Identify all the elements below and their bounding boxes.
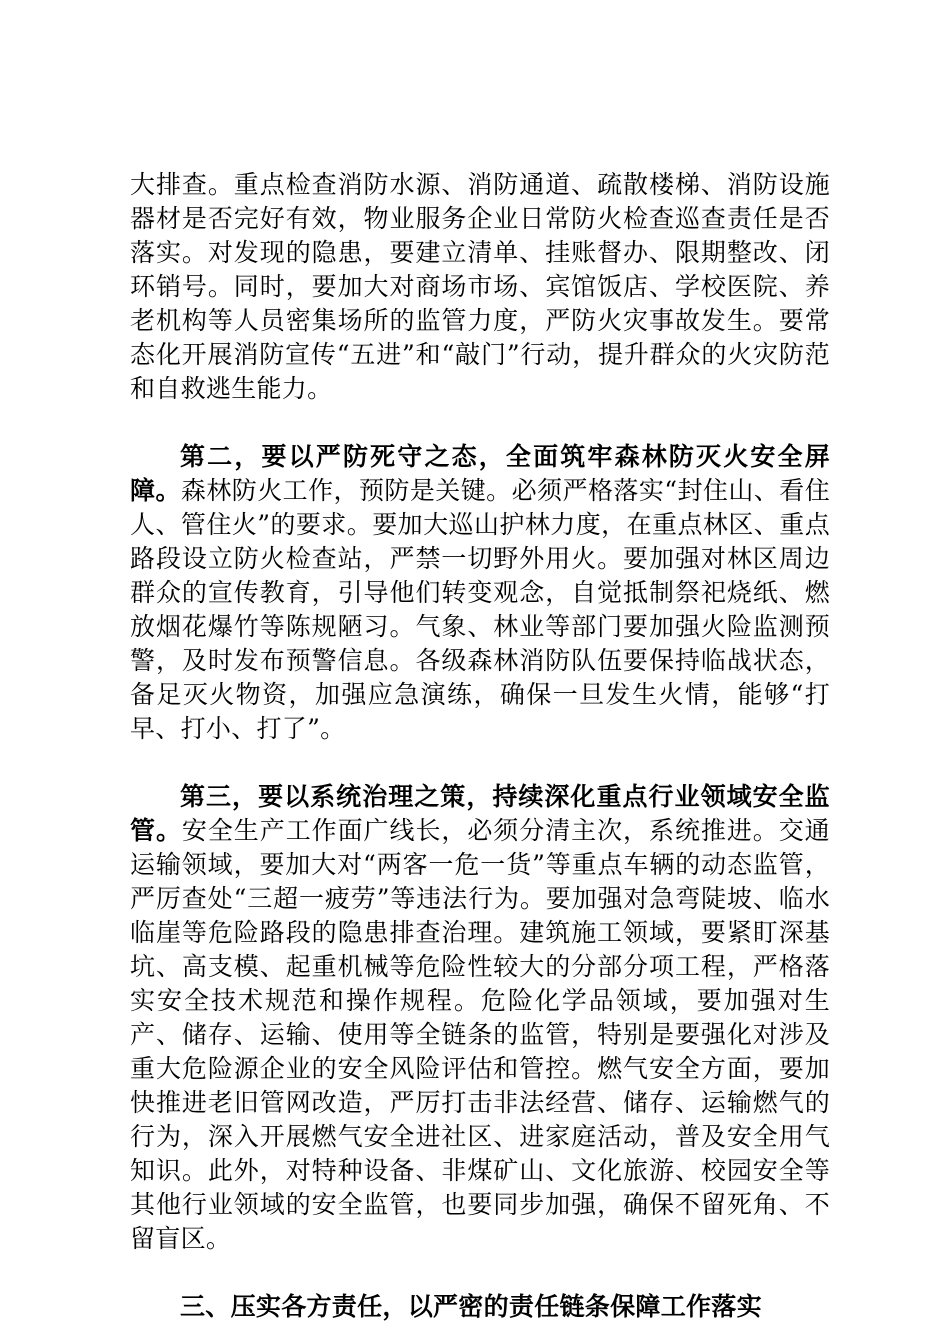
paragraph-lead-sentence: 第三，要以系统治理之策，持续深化重点行业领域安全监管。	[130, 782, 830, 845]
paragraph-text: 安全生产工作面广线长，必须分清主次，系统推进。交通运输领域，要加大对“两客一危一货”等重点车辆的动态监管，严厉查处“三超一疲劳”等违法行为。要加强对急弯陡坡、临水临崖等危险路段的隐患排查治理。建筑施工领域，要紧盯深基坑、高支模、起重机械等危险性较大的分部分项工程，严格落实安全技术规范和操作规程。危险化学品领域，要加强对生产、储存、运输、使用等全链条的监管，特别是要强化对涉及重大危险源企业的安全风险评估和管控。燃气安全方面，要加快推进老旧管网改造，严厉打击非法经营、储存、运输燃气的行为，深入开展燃气安全进社区、进家庭活动，普及安全用气知识。此外，对特种设备、非煤矿山、文化旅游、校园安全等其他行业领域的安全监管，也要同步加强，确保不留死角、不留盲区。	[130, 816, 830, 1253]
paragraph-continuation	[130, 168, 830, 406]
paragraph-text: 大排查。重点检查消防水源、消防通道、疏散楼梯、消防设施器材是否完好有效，物业服务企业日常防火检查巡查责任是否落实。对发现的隐患，要建立清单、挂账督办、限期整改、闭环销号。同时，要加大对商场市场、宾馆饭店、学校医院、养老机构等人员密集场所的监管力度，严防火灾事故发生。要常态化开展消防宣传“五进”和“敲门”行动，提升群众的火灾防范和自救逃生能力。	[130, 170, 830, 403]
paragraph-industry-supervision	[130, 780, 830, 1256]
paragraph-lead-sentence: 第二，要以严防死守之态，全面筑牢森林防灭火安全屏障。	[130, 442, 830, 505]
document-body	[130, 168, 830, 1324]
paragraph-forest-fire	[130, 440, 830, 746]
paragraph-text: 森林防火工作，预防是关键。必须严格落实“封住山、看住人、管住火”的要求。要加大巡山护林力度，在重点林区、重点路段设立防火检查站，严禁一切野外用火。要加强对林区周边群众的宣传教育，引导他们转变观念，自觉抵制祭祀烧纸、燃放烟花爆竹等陈规陋习。气象、林业等部门要加强火险监测预警，及时发布预警信息。各级森林消防队伍要保持临战状态，备足灭火物资，加强应急演练，确保一旦发生火情，能够“打早、打小、打了”。	[130, 476, 830, 743]
section-heading: 三、压实各方责任，以严密的责任链条保障工作落实	[180, 1292, 762, 1321]
